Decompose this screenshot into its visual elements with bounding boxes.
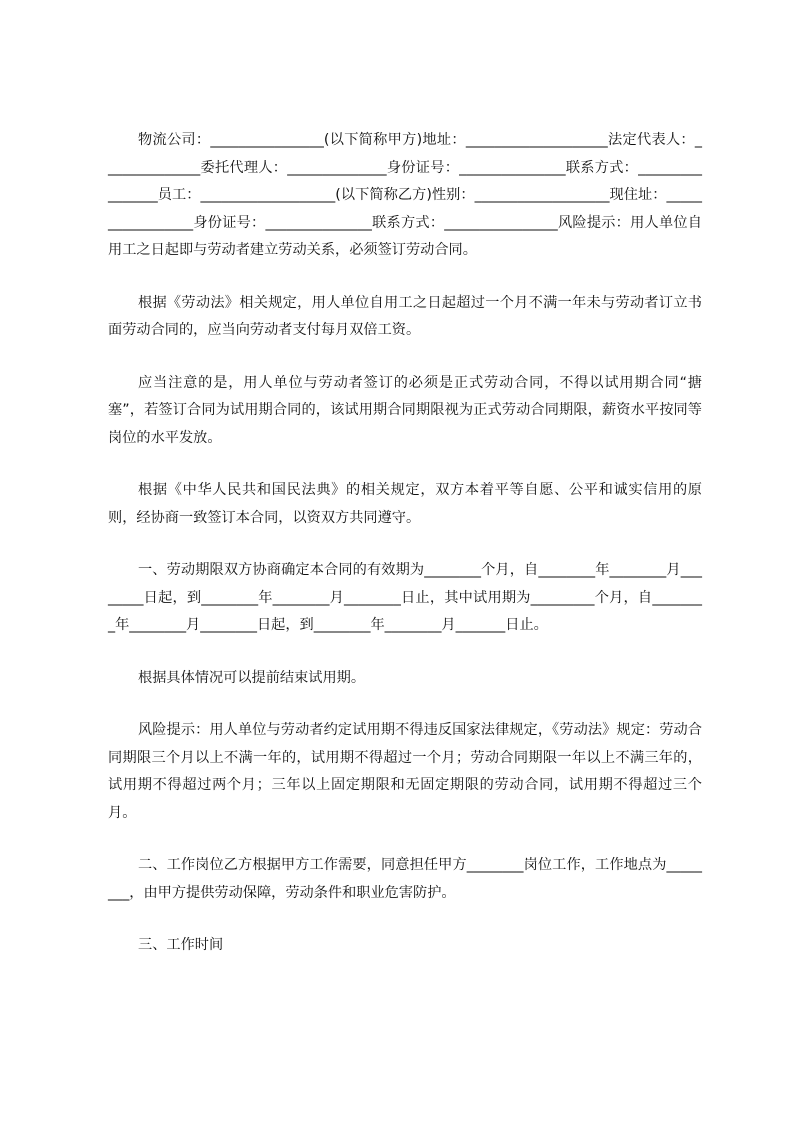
labor-term-clause: 一、劳动期限双方协商确定本合同的有效期为________个月，自________年________月________日起，到________年________月________日止，其中试用期为_________个月，自________年________月________日起，到________年________月_______日止。 [108, 562, 702, 633]
parties-info-paragraph: 物流公司：________________(以下简称甲方)地址：____________________法定代表人：______________委托代理人：______________身份证号：_______________联系方式：________________员工：___________________(以下简称乙方)性别：___________________现住址：_________________身份证号：_______________联系方式：________________风险提示：用人单位自用工之日起即与劳动者建立劳动关系，必须签订劳动合同。 [108, 132, 702, 258]
working-hours-heading: 三、工作时间 [138, 937, 224, 953]
formal-contract-paragraph: 应当注意的是，用人单位与劳动者签订的必须是正式劳动合同，不得以试用期合同“搪塞”，若签订合同为试用期合同的，该试用期合同期限视为正式劳动合同期限，薪资水平按同等岗位的水平发放。 [108, 374, 702, 446]
civil-code-paragraph: 根据《中华人民共和国民法典》的相关规定，双方本着平等自愿、公平和诚实信用的原则，经协商一致签订本合同，以资双方共同遵守。 [108, 482, 702, 526]
double-wage-paragraph: 根据《劳动法》相关规定，用人单位自用工之日起超过一个月不满一年未与劳动者订立书面劳动合同的，应当向劳动者支付每月双倍工资。 [108, 294, 702, 338]
probation-risk-paragraph: 风险提示：用人单位与劳动者约定试用期不得违反国家法律规定，《劳动法》规定：劳动合同期限三个月以上不满一年的，试用期不得超过一个月；劳动合同期限一年以上不满三年的，试用期不得超过两个月；三年以上固定期限和无固定期限的劳动合同，试用期不得超过三个月。 [108, 722, 702, 821]
early-probation-end-paragraph: 根据具体情况可以提前结束试用期。 [138, 669, 366, 686]
job-position-clause: 二、工作岗位乙方根据甲方工作需要，同意担任甲方________岗位工作，工作地点为________，由甲方提供劳动保障，劳动条件和职业危害防护。 [108, 857, 702, 901]
document-page [108, 127, 702, 960]
